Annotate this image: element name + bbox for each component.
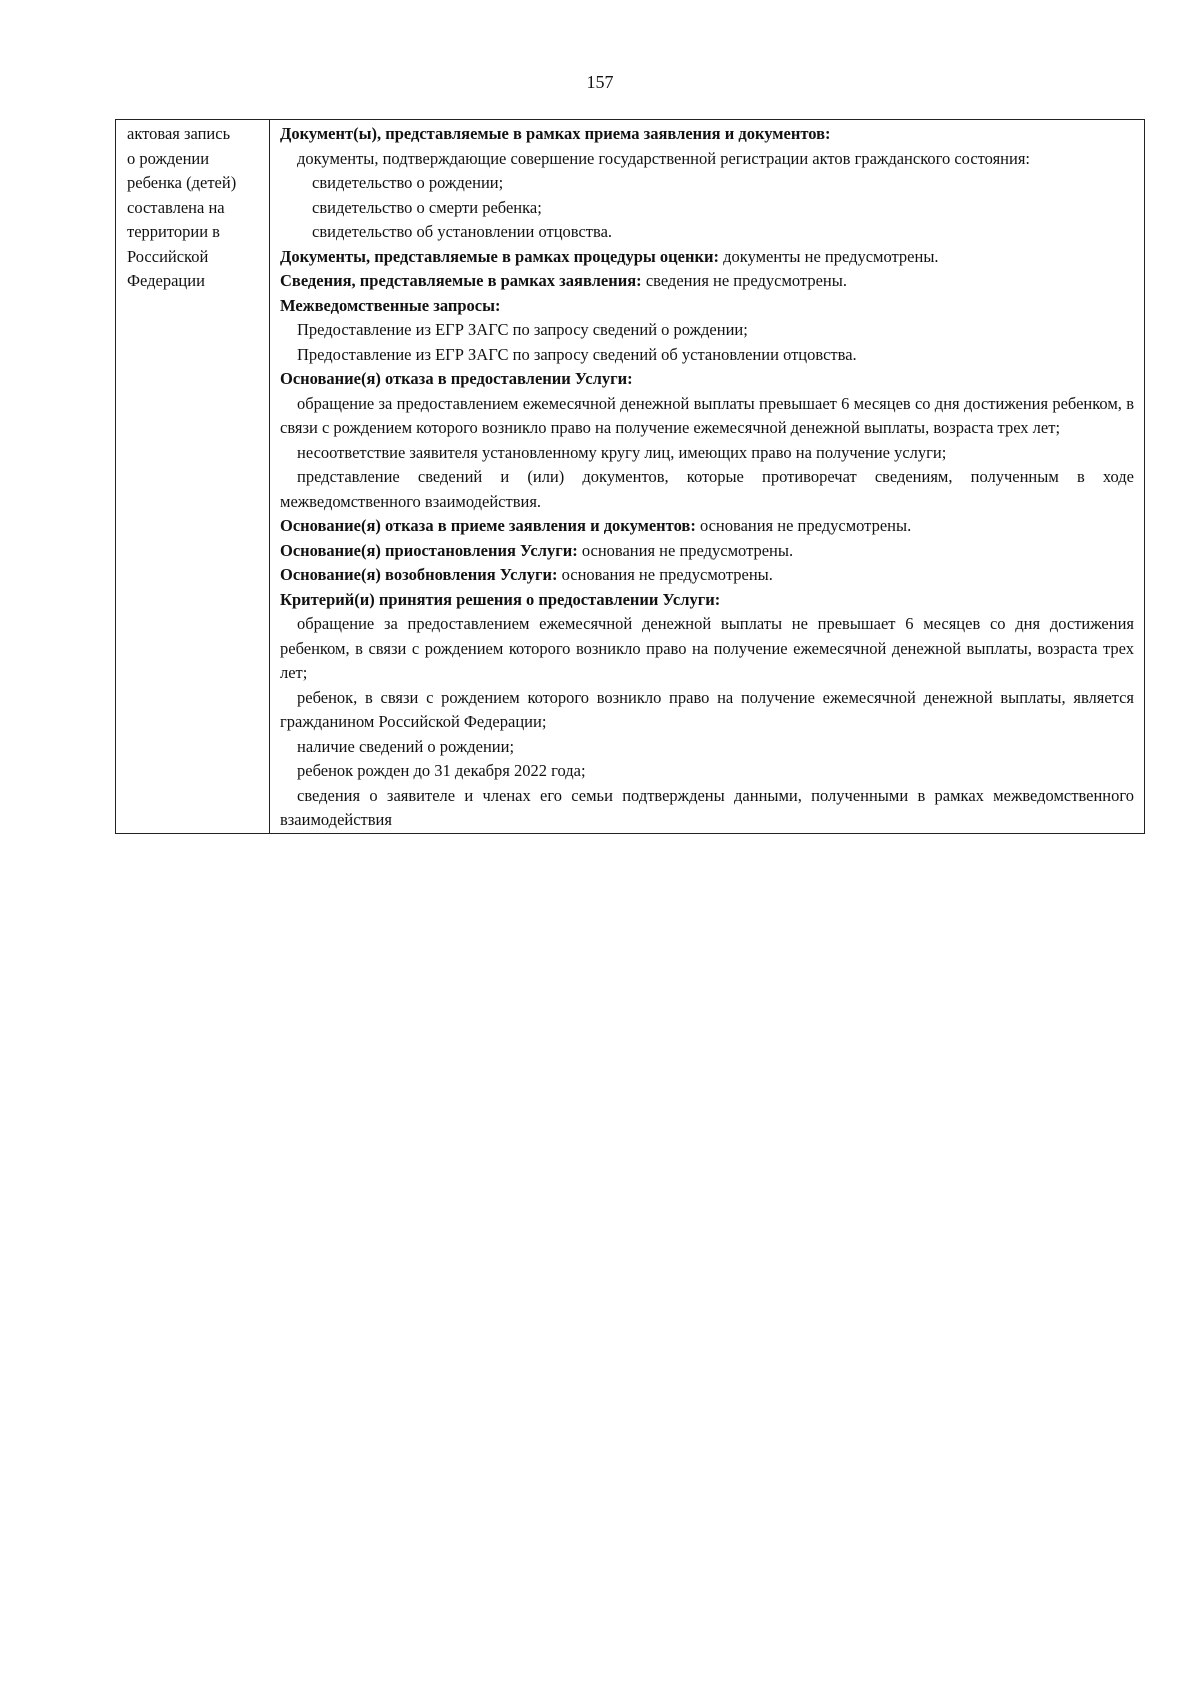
refusal-ground-item: обращение за предоставлением ежемесячной денежной выплаты превышает 6 месяцев со дня достижения ребенком, в связи с рождением которого возникло право на получение ежемесячной денежной выплаты, возраста трех лет; bbox=[280, 393, 1134, 437]
decision-criteria-heading: Критерий(и) принятия решения о предоставлении Услуги: bbox=[280, 589, 721, 609]
category-line: территории в bbox=[127, 222, 220, 241]
docs-submitted-item: свидетельство о рождении; bbox=[312, 173, 504, 192]
suspension-paragraph bbox=[280, 539, 1134, 564]
docs-submitted-item: свидетельство об установлении отцовства. bbox=[312, 222, 613, 241]
category-line: актовая запись bbox=[127, 124, 231, 143]
refusal-ground-item: представление сведений и (или) документов, которые противоречат сведениям, полученным в ходе межведомственного взаимодействия. bbox=[280, 467, 1134, 511]
service-criteria-table bbox=[115, 119, 1145, 834]
info-submitted-text: сведения не предусмотрены. bbox=[641, 271, 847, 290]
suspension-heading: Основание(я) приостановления Услуги: bbox=[280, 540, 578, 560]
decision-criterion-item: наличие сведений о рождении; bbox=[297, 736, 515, 756]
docs-submitted-intro: документы, подтверждающие совершение государственной регистрации актов гражданского состояния: bbox=[297, 148, 1031, 168]
reception-refusal-paragraph bbox=[280, 514, 1134, 539]
category-line: Российской bbox=[127, 246, 209, 266]
category-line: Федерации bbox=[127, 271, 205, 290]
interagency-heading: Межведомственные запросы: bbox=[280, 295, 501, 315]
category-line: ребенка (детей) bbox=[127, 173, 237, 192]
decision-criterion-item: ребенок, в связи с рождением которого возникло право на получение ежемесячной денежной выплаты, является гражданином Российской Федерации; bbox=[280, 687, 1134, 731]
page-number: 157 bbox=[586, 72, 614, 92]
details-cell bbox=[270, 120, 1145, 834]
docs-assessment-paragraph bbox=[280, 245, 1134, 270]
category-line: о рождении bbox=[127, 148, 210, 168]
decision-criterion-item: обращение за предоставлением ежемесячной денежной выплаты не превышает 6 месяцев со дня достижения ребенком, в связи с рождением которого возникло право на получение ежемесячной денежной выплаты, возраста трех лет; bbox=[280, 614, 1134, 682]
docs-submitted-item: свидетельство о смерти ребенка; bbox=[312, 197, 542, 217]
decision-criterion-item: сведения о заявителе и членах его семьи подтверждены данными, полученными в рамках межведомственного взаимодействия bbox=[280, 785, 1134, 829]
suspension-text: основания не предусмотрены. bbox=[577, 540, 794, 560]
refusal-grounds-heading: Основание(я) отказа в предоставлении Услуги: bbox=[280, 369, 633, 388]
interagency-item: Предоставление из ЕГР ЗАГС по запросу сведений о рождении; bbox=[297, 320, 748, 339]
info-submitted-heading: Сведения, представляемые в рамках заявления: bbox=[280, 271, 642, 290]
docs-assessment-text: документы не предусмотрены. bbox=[719, 246, 939, 266]
resumption-heading: Основание(я) возобновления Услуги: bbox=[280, 565, 558, 584]
resumption-paragraph bbox=[280, 563, 1134, 588]
reception-refusal-text: основания не предусмотрены. bbox=[695, 516, 912, 535]
info-submitted-paragraph bbox=[280, 269, 1134, 294]
reception-refusal-heading: Основание(я) отказа в приеме заявления и документов: bbox=[280, 516, 696, 535]
resumption-text: основания не предусмотрены. bbox=[557, 565, 773, 584]
table-row bbox=[116, 120, 1145, 834]
category-cell bbox=[116, 120, 270, 834]
interagency-item: Предоставление из ЕГР ЗАГС по запросу сведений об установлении отцовства. bbox=[297, 344, 857, 364]
docs-submitted-heading: Документ(ы), представляемые в рамках приема заявления и документов: bbox=[280, 124, 831, 143]
docs-assessment-heading: Документы, представляемые в рамках процедуры оценки: bbox=[280, 246, 720, 266]
refusal-ground-item: несоответствие заявителя установленному кругу лиц, имеющих право на получение услуги; bbox=[297, 442, 947, 462]
category-line: составлена на bbox=[127, 197, 225, 217]
decision-criterion-item: ребенок рожден до 31 декабря 2022 года; bbox=[297, 761, 586, 780]
